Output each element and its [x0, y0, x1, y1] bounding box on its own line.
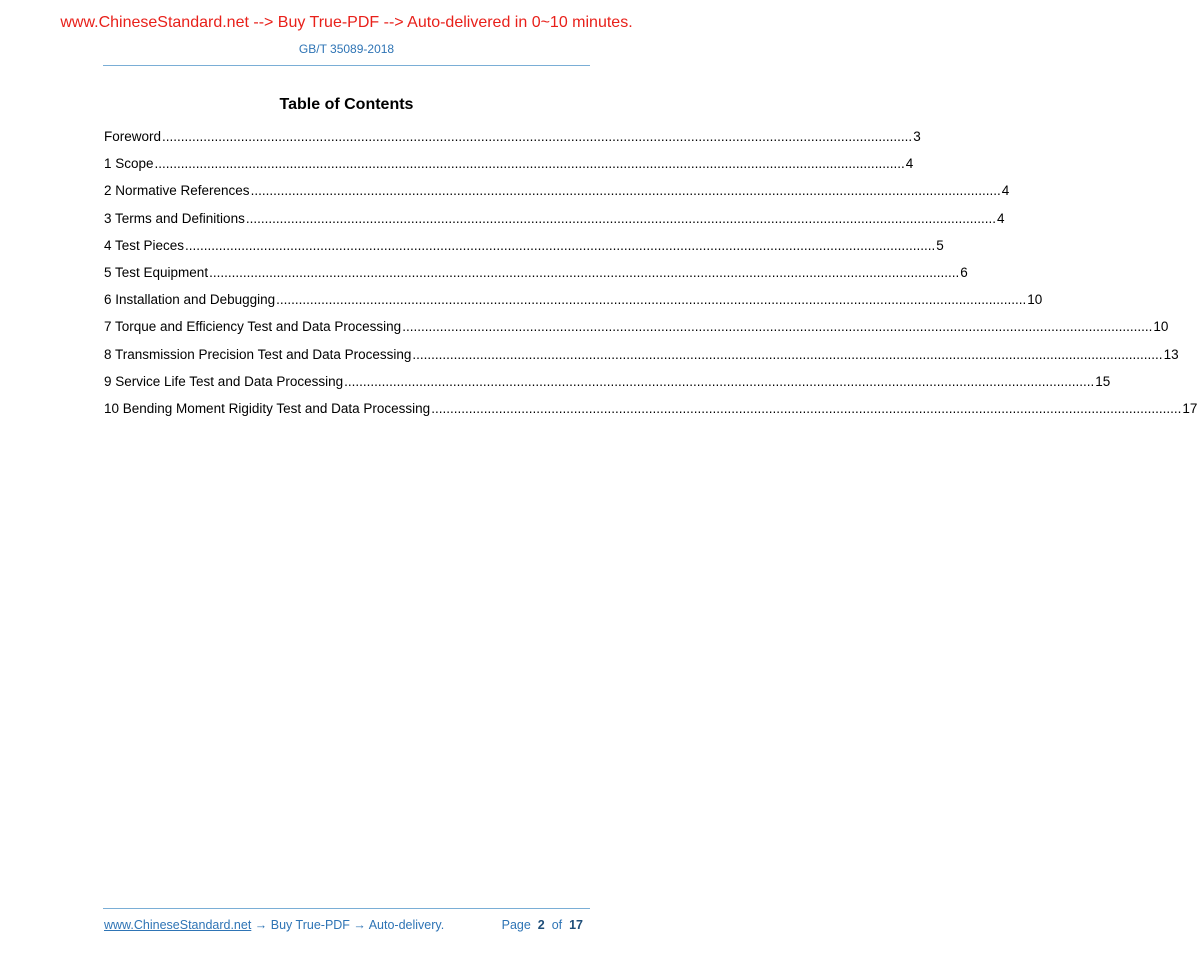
toc-entry-foreword[interactable]	[104, 127, 921, 154]
toc-dot-leader: ........................................................................................................................................................................................................	[185, 237, 936, 253]
page-indicator	[502, 918, 583, 932]
total-page-count: 17	[569, 918, 583, 932]
toc-entry-label: 3 Terms and Definitions	[104, 210, 245, 226]
toc-entry-label: 5 Test Equipment	[104, 264, 209, 280]
toc-entry-label: 9 Service Life Test and Data Processing	[104, 373, 344, 389]
website-link[interactable]: www.ChineseStandard.net	[104, 918, 252, 932]
toc-entry-label: 1 Scope	[104, 156, 154, 172]
toc-entry-service-life[interactable]	[104, 372, 1111, 399]
toc-entry-page: 3	[913, 129, 921, 144]
toc-dot-leader: ........................................................................................................................................................................................................	[431, 400, 1182, 416]
toc-dot-leader: ........................................................................................................................................................................................................	[162, 129, 913, 144]
toc-entry-test-equipment[interactable]	[104, 263, 968, 290]
header-divider	[103, 65, 590, 66]
toc-dot-leader: ........................................................................................................................................................................................................	[402, 319, 1153, 335]
toc-entry-transmission-precision[interactable]	[104, 345, 1179, 372]
toc-entry-page: 17	[1182, 400, 1197, 416]
toc-dot-leader: ........................................................................................................................................................................................................	[209, 264, 960, 280]
toc-entry-page: 4	[1001, 183, 1010, 199]
toc-entry-label: 2 Normative References	[104, 183, 250, 199]
table-of-contents	[104, 127, 1197, 426]
toc-entry-installation-and-debugging[interactable]	[104, 290, 1043, 317]
toc-entry-normative-references[interactable]	[104, 181, 1010, 208]
page-word: Page	[501, 918, 531, 932]
toc-entry-page: 13	[1163, 346, 1179, 362]
toc-entry-terms-and-definitions[interactable]	[104, 209, 1005, 236]
toc-entry-page: 10	[1153, 319, 1169, 335]
toc-entry-page: 6	[960, 264, 968, 280]
toc-entry-label: Foreword	[104, 129, 162, 144]
toc-entry-label: 7 Torque and Efficiency Test and Data Processing	[104, 319, 402, 335]
toc-dot-leader: ........................................................................................................................................................................................................	[412, 346, 1163, 362]
toc-entry-page: 4	[996, 210, 1005, 226]
of-word: of	[551, 918, 563, 932]
standard-code: GB/T 35089-2018	[298, 42, 395, 56]
toc-entry-torque-efficiency[interactable]	[104, 317, 1169, 344]
toc-entry-label: 10 Bending Moment Rigidity Test and Data Processing	[104, 400, 431, 416]
toc-entry-page: 4	[905, 156, 914, 172]
footer-tagline: → Buy True-PDF → Auto-delivery.	[251, 918, 445, 932]
toc-entry-label: 8 Transmission Precision Test and Data Processing	[104, 346, 412, 362]
toc-dot-leader: ........................................................................................................................................................................................................	[250, 183, 1001, 199]
toc-entry-page: 5	[936, 237, 944, 253]
toc-dot-leader: ........................................................................................................................................................................................................	[344, 373, 1095, 389]
footer-divider	[103, 908, 590, 909]
page-footer	[104, 918, 587, 932]
toc-entry-label: 6 Installation and Debugging	[104, 292, 276, 308]
toc-entry-page: 15	[1095, 373, 1111, 389]
toc-dot-leader: ........................................................................................................................................................................................................	[154, 156, 905, 172]
toc-entry-scope[interactable]	[104, 154, 914, 181]
current-page-number: 2	[537, 918, 545, 932]
toc-entry-test-pieces[interactable]	[104, 236, 944, 263]
toc-entry-bending-moment-rigidity[interactable]	[104, 399, 1197, 426]
promo-banner: www.ChineseStandard.net --> Buy True-PDF --> Auto-delivered in 0~10 minutes.	[60, 14, 633, 31]
toc-dot-leader: ........................................................................................................................................................................................................	[245, 210, 996, 226]
toc-dot-leader: ........................................................................................................................................................................................................	[276, 292, 1027, 308]
toc-title: Table of Contents	[279, 96, 414, 113]
toc-entry-page: 10	[1027, 292, 1043, 308]
toc-entry-label: 4 Test Pieces	[104, 237, 185, 253]
